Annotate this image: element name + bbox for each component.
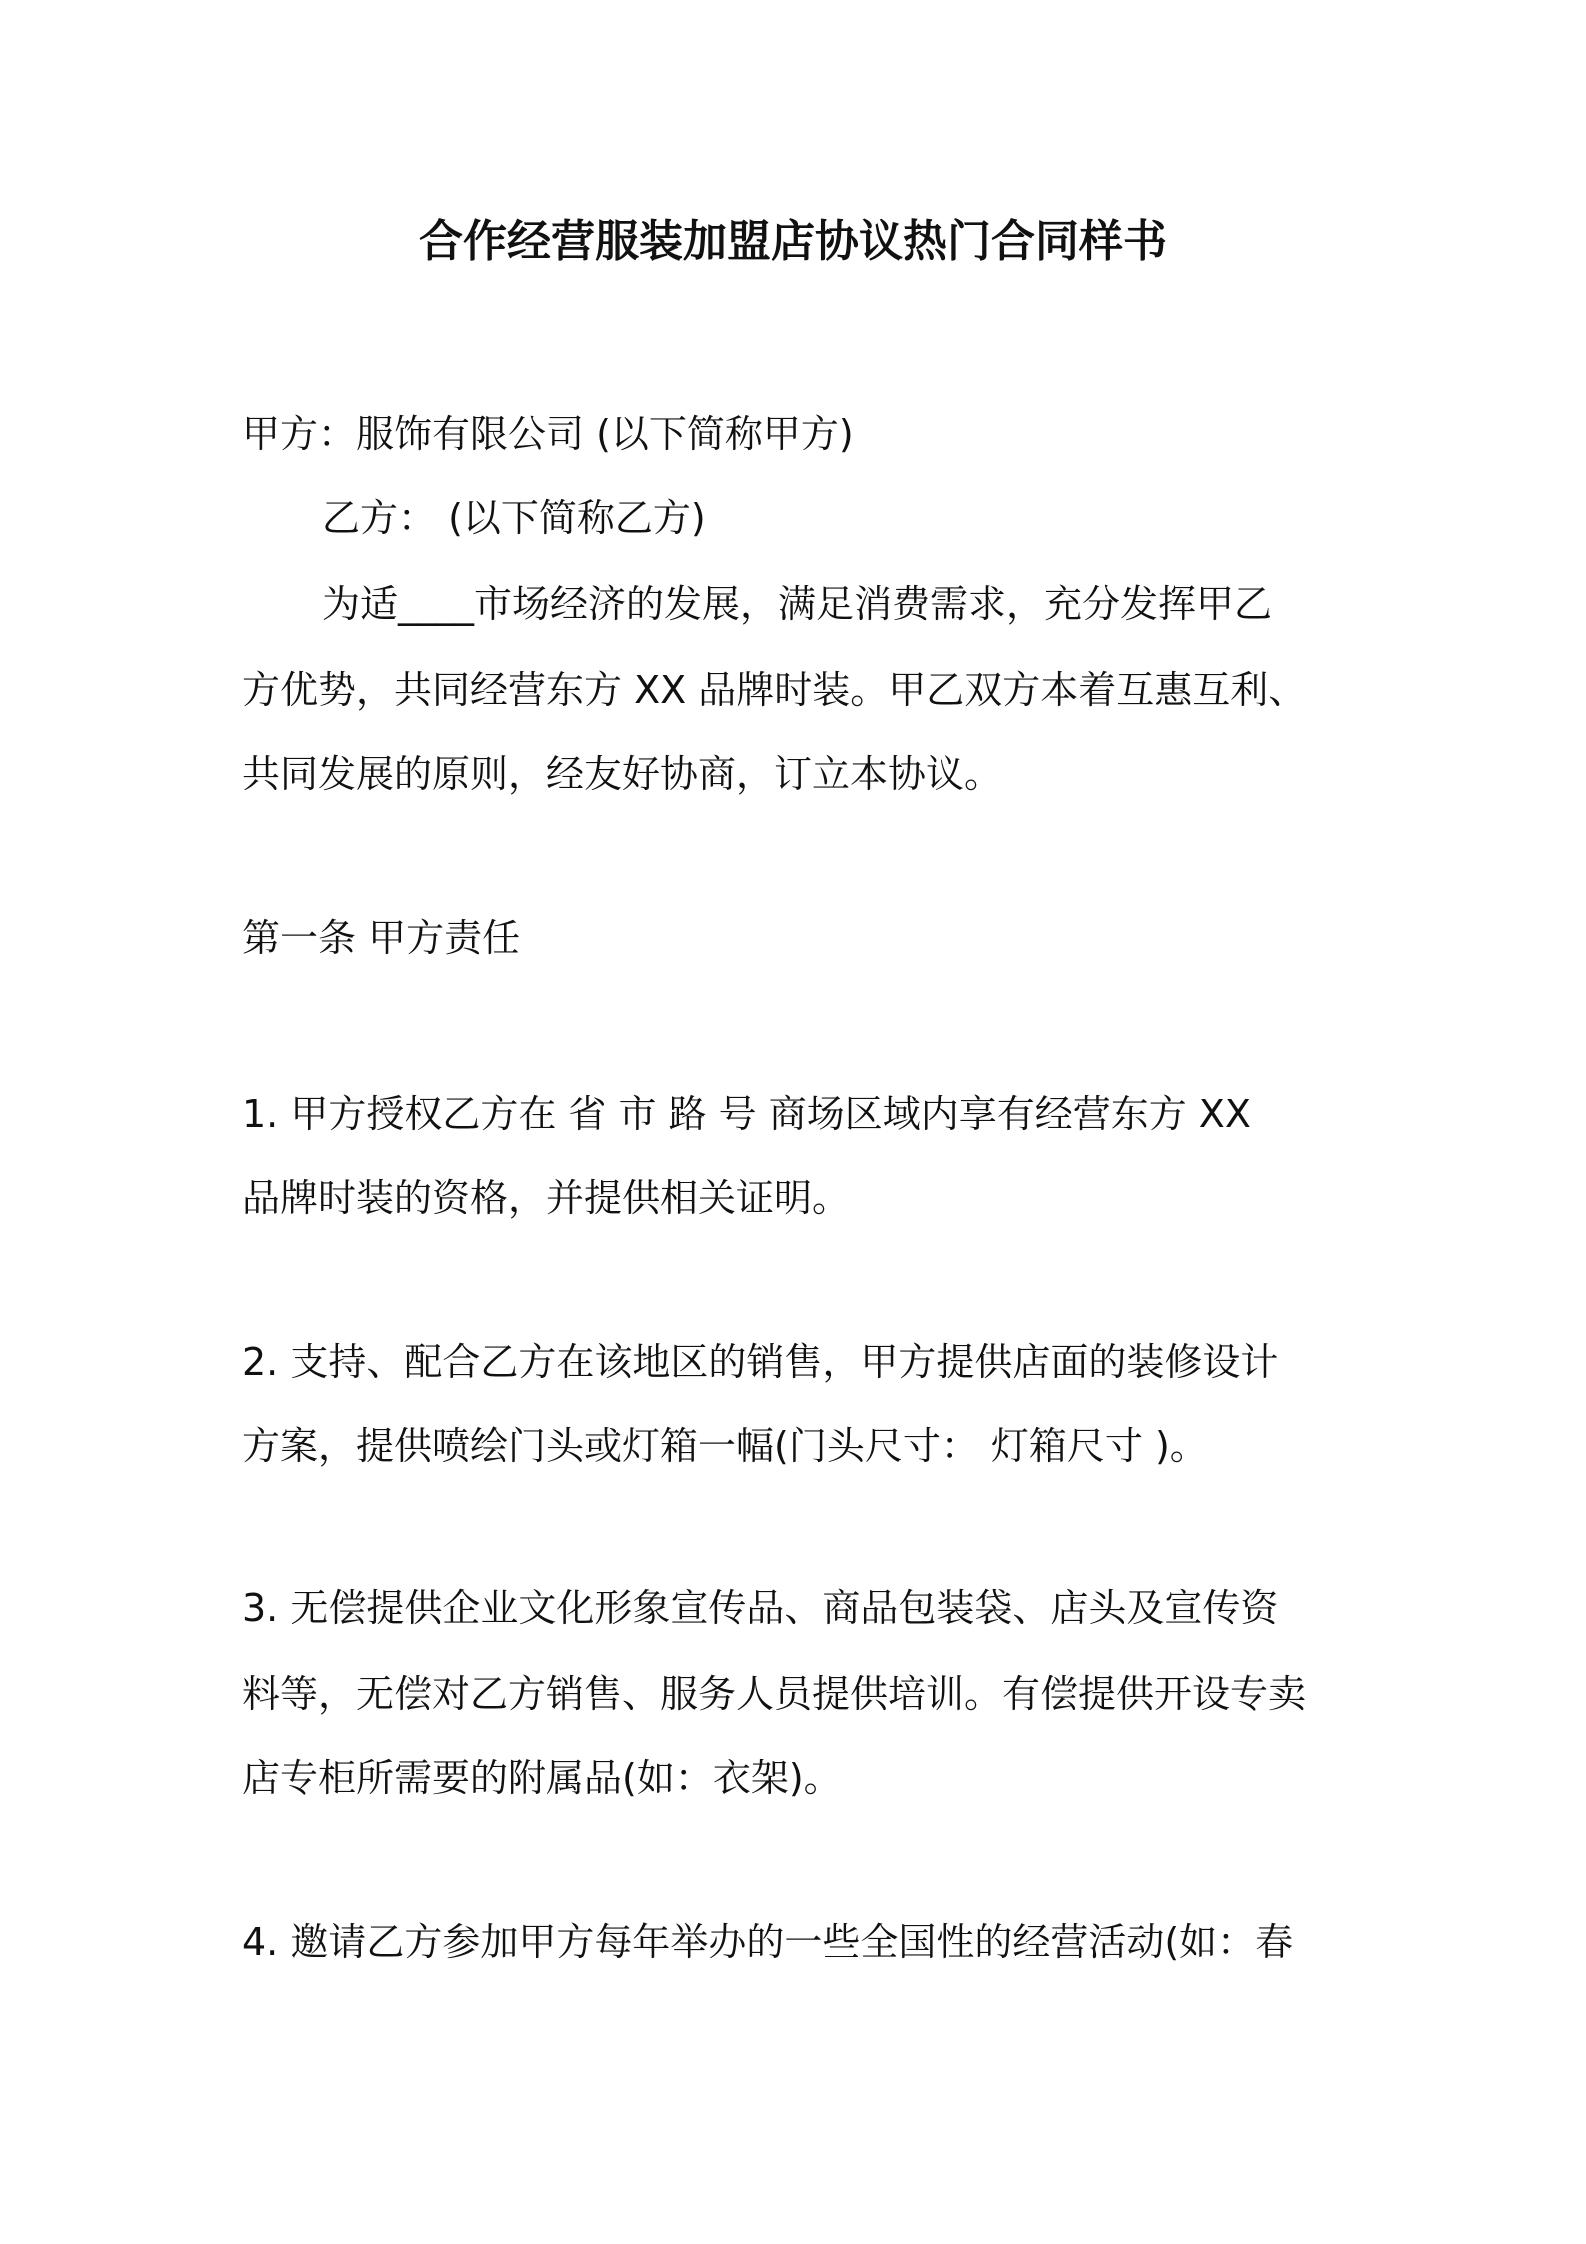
item-3-line-2: 料等，无偿对乙方销售、服务人员提供培训。有偿提供开设专卖 (242, 1672, 1307, 1716)
item-2-line-1: 2. 支持、配合乙方在该地区的销售，甲方提供店面的装修设计 (242, 1340, 1279, 1384)
intro-line-2: 方优势，共同经营东方 XX 品牌时装。甲乙双方本着互惠互利、 (242, 668, 1307, 712)
item-4-line-1: 4. 邀请乙方参加甲方每年举办的一些全国性的经营活动(如：春 (242, 1920, 1294, 1964)
item-1-line-2: 品牌时装的资格，并提供相关证明。 (242, 1176, 851, 1220)
party-b-line: 乙方： (以下简称乙方) (322, 496, 706, 540)
item-3-line-1: 3. 无偿提供企业文化形象宣传品、商品包装袋、店头及宣传资 (242, 1586, 1279, 1630)
item-3-line-3: 店专柜所需要的附属品(如：衣架)。 (242, 1756, 842, 1800)
item-1-line-1: 1. 甲方授权乙方在 省 市 路 号 商场区域内享有经营东方 XX (242, 1092, 1251, 1136)
item-2-line-2: 方案，提供喷绘门头或灯箱一幅(门头尺寸： 灯箱尺寸 )。 (242, 1424, 1208, 1468)
party-a-line: 甲方：服饰有限公司 (以下简称甲方) (242, 412, 854, 456)
intro-line-3: 共同发展的原则，经友好协商，订立本协议。 (242, 752, 1003, 796)
intro-line-1: 为适____市场经济的发展，满足消费需求，充分发挥甲乙 (322, 582, 1273, 626)
article-1-heading: 第一条 甲方责任 (242, 916, 521, 960)
document-title: 合作经营服装加盟店协议热门合同样书 (419, 216, 1167, 267)
